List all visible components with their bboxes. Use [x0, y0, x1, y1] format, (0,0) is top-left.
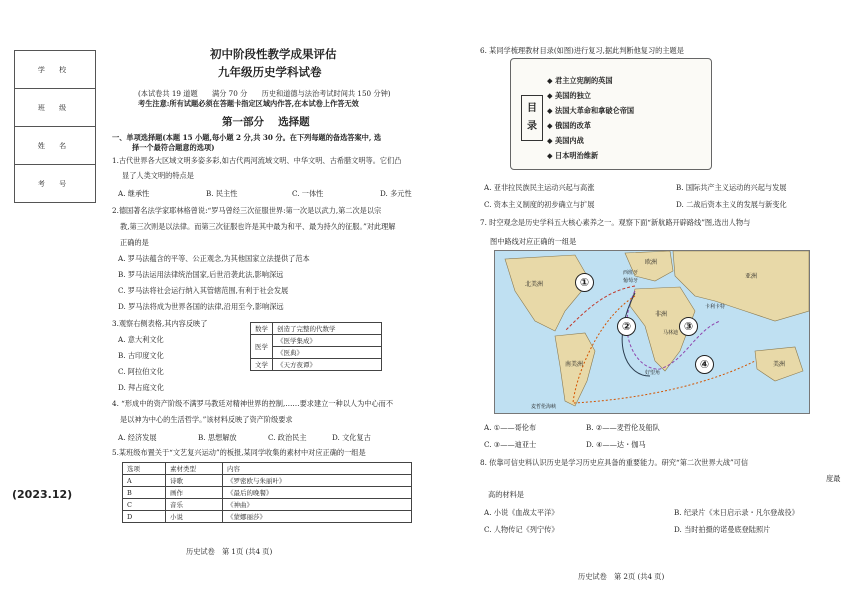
table-cell: D	[123, 511, 166, 523]
label-europe: 欧洲	[645, 259, 658, 266]
table-cell: 《罗密欧与朱丽叶》	[223, 475, 412, 487]
exam-title: 初中阶段性教学成果评估	[210, 47, 337, 61]
new-sea-route-map	[494, 250, 810, 414]
q2-option-a: A. 罗马法蕴含的平等、公正观念,为其他国家立法提供了范本	[118, 254, 310, 263]
question-8-line2: 度最	[826, 474, 841, 483]
q6-option-d: D. 二战后资本主义的发展与新变化	[676, 200, 787, 209]
q3-table	[250, 322, 382, 371]
q2-option-b: B. 罗马法运用法律统治国家,后世沿袭此法,影响深远	[118, 270, 284, 279]
table-row	[251, 335, 382, 347]
q7-option-b: B. ②——麦哲伦及船队	[586, 423, 660, 432]
table-cell: 《医典》	[273, 347, 382, 359]
route-marker-4: ④	[695, 355, 714, 374]
label-america-east: 美洲	[773, 361, 786, 368]
question-8-line3: 高的材料是	[488, 490, 524, 499]
question-6: 6. 某同学梳理教材目录(如图)进行复习,据此判断他复习的主题是	[480, 46, 684, 55]
label-cape: 好望角	[645, 370, 661, 376]
q2-option-c: C. 罗马法将社会运行纳入其管辖范围,有利于社会发展	[118, 286, 289, 295]
label-spain: 西班牙	[623, 270, 639, 276]
table-cell: 医学	[251, 335, 273, 359]
page-footer-1: 历史试卷 第 1页 (共4 页)	[186, 547, 273, 556]
question-7: 7. 时空观念是历史学科五大核心素养之一。观察下面“新航路开辟路线”图,选出人物与	[480, 218, 751, 227]
q7-option-a: A. ①——哥伦布	[484, 423, 537, 432]
q4-option-b: B. 思想解放	[198, 433, 237, 442]
label-strait: 麦哲伦海峡	[531, 404, 557, 410]
table-cell: 数学	[251, 323, 273, 335]
section-instruction: 一、单项选择题(本题 15 小题,每小题 2 分,共 30 分。在下列每题的备选答案中, 选	[112, 133, 382, 142]
q8-option-a: A. 小说《血战太平洋》	[484, 508, 559, 517]
q3-option-c: C. 阿拉伯文化	[118, 367, 164, 376]
q3-option-b: B. 古印度文化	[118, 351, 164, 360]
table-row	[251, 359, 382, 371]
exam-date: (2023.12)	[12, 488, 73, 501]
contents-item: ◆ 君主立宪制的英国	[547, 76, 613, 85]
table-header-cell: 内容	[223, 463, 412, 475]
table-row	[123, 475, 412, 487]
route-marker-3: ③	[679, 317, 698, 336]
exam-subtitle: 九年级历史学科试卷	[218, 65, 322, 79]
question-1: 1.古代世界各大区域文明多姿多彩,如古代两河流域文明、中华文明、古希腊文明等。它们凸	[112, 156, 402, 165]
contents-item: ◆ 日本明治维新	[547, 151, 599, 160]
q8-option-c: C. 人物传记《列宁传》	[484, 525, 559, 534]
school-field: 学 校	[15, 51, 95, 89]
table-cell: 文学	[251, 359, 273, 371]
table-cell: 小说	[166, 511, 223, 523]
table-header-row	[123, 463, 412, 475]
contents-item: ◆ 美国内战	[547, 136, 584, 145]
q6-option-a: A. 亚非拉民族民主运动兴起与高涨	[484, 183, 595, 192]
class-field: 班 级	[15, 89, 95, 127]
table-cell: 画作	[166, 487, 223, 499]
q4-option-c: C. 政治民主	[268, 433, 307, 442]
map-graphic	[495, 251, 809, 413]
page-footer-2: 历史试卷 第 2页 (共4 页)	[578, 572, 665, 581]
route-marker-2: ②	[617, 317, 636, 336]
section-instruction-2: 择一个最符合题意的选项)	[132, 143, 215, 152]
exam-info: (本试卷共 19 道题 满分 70 分 历史和道德与法治考试时间共 150 分钟)	[138, 89, 391, 98]
q7-option-c: C. ③——迪亚士	[484, 440, 537, 449]
contents-item: ◆ 美国的独立	[547, 91, 591, 100]
q2-option-d: D. 罗马法将成为世界各国的法律,沿用至今,影响深远	[118, 302, 284, 311]
exam-number-field: 考 号	[37, 179, 73, 188]
label-asia: 亚洲	[745, 273, 758, 280]
table-header-cell: 选项	[123, 463, 166, 475]
question-8: 8. 依靠可信史料认识历史是学习历史应具备的重要能力。研究“第二次世界大战”可信	[480, 458, 749, 467]
q8-option-d: D. 当时拍摄的诺曼底登陆照片	[674, 525, 771, 534]
q6-option-c: C. 资本主义制度的初步确立与扩展	[484, 200, 595, 209]
table-cell: C	[123, 499, 166, 511]
q1-option-c: C. 一体性	[292, 189, 324, 198]
q8-option-b: B. 纪录片《末日启示录・凡尔登战役》	[674, 508, 799, 517]
question-2-line3: 正确的是	[120, 238, 149, 247]
label-calicut: 卡利卡特	[705, 304, 726, 310]
label-portugal: 葡萄牙	[623, 278, 639, 284]
q1-option-a: A. 继承性	[118, 189, 150, 198]
question-4-line2: 是以神为中心的生活哲学。”该材料反映了资产阶级要求	[120, 415, 293, 424]
label-north-america: 北美洲	[525, 281, 544, 288]
label-africa: 非洲	[655, 311, 668, 318]
q7-option-d: D. ④——达・伽马	[586, 440, 646, 449]
question-4: 4. “形成中的资产阶级不满罗马教廷对精神世界的控制,……要求建立一种以人为中心而不	[112, 399, 394, 408]
question-2: 2.德国著名法学家耶林格曾说:“罗马曾经三次征服世界:第一次是以武力,第二次是以宗	[112, 206, 382, 215]
q1-option-d: D. 多元性	[380, 189, 412, 198]
contents-item: ◆ 法国大革命和拿破仑帝国	[547, 106, 635, 115]
table-row	[123, 487, 412, 499]
q5-table	[122, 462, 412, 523]
contents-item: ◆ 俄国的改革	[547, 121, 591, 130]
label-malindi: 马林迪	[663, 330, 679, 336]
part-heading: 第一部分 选择题	[222, 116, 310, 128]
table-cell: 《蒙娜丽莎》	[223, 511, 412, 523]
question-2-line2: 教,第三次则是以法律。而第三次征服也许是其中最为和平、最为持久的征服。”对此理解	[120, 222, 396, 231]
q4-option-a: A. 经济发展	[118, 433, 157, 442]
question-3: 3.观察右侧表格,其内容反映了	[112, 319, 208, 328]
q3-option-a: A. 意大利文化	[118, 335, 164, 344]
question-1-line2: 显了人类文明的特点是	[122, 171, 194, 180]
q1-option-b: B. 民主性	[206, 189, 238, 198]
label-south-america: 南美洲	[565, 361, 584, 368]
table-cell: 《医学集成》	[273, 335, 382, 347]
question-5: 5.某班级布置关于“文艺复兴运动”的板报,某同学收集的素材中对应正确的一组是	[112, 448, 366, 457]
table-header-cell: 素材类型	[166, 463, 223, 475]
table-row	[123, 499, 412, 511]
q4-option-d: D. 文化复古	[332, 433, 371, 442]
route-marker-1: ①	[575, 273, 594, 292]
table-row	[251, 323, 382, 335]
exam-notice: 考生注意:所有试题必须在答题卡指定区域内作答,在本试卷上作答无效	[138, 99, 359, 108]
q3-option-d: D. 拜占庭文化	[118, 383, 165, 392]
contents-title: 目录	[521, 95, 543, 141]
table-of-contents-scroll	[510, 58, 712, 170]
table-cell: 诗歌	[166, 475, 223, 487]
table-cell: 创造了完整的代数学	[273, 323, 382, 335]
table-cell: A	[123, 475, 166, 487]
table-cell: 《神曲》	[223, 499, 412, 511]
question-7-line2: 图中路线对应正确的一组是	[490, 237, 577, 246]
table-cell: 《天方夜谭》	[273, 359, 382, 371]
table-cell: B	[123, 487, 166, 499]
student-info-box	[14, 50, 96, 203]
table-cell: 音乐	[166, 499, 223, 511]
table-cell: 《最后的晚餐》	[223, 487, 412, 499]
name-field: 姓 名	[15, 127, 95, 165]
table-row	[123, 511, 412, 523]
q6-option-b: B. 国际共产主义运动的兴起与发展	[676, 183, 787, 192]
